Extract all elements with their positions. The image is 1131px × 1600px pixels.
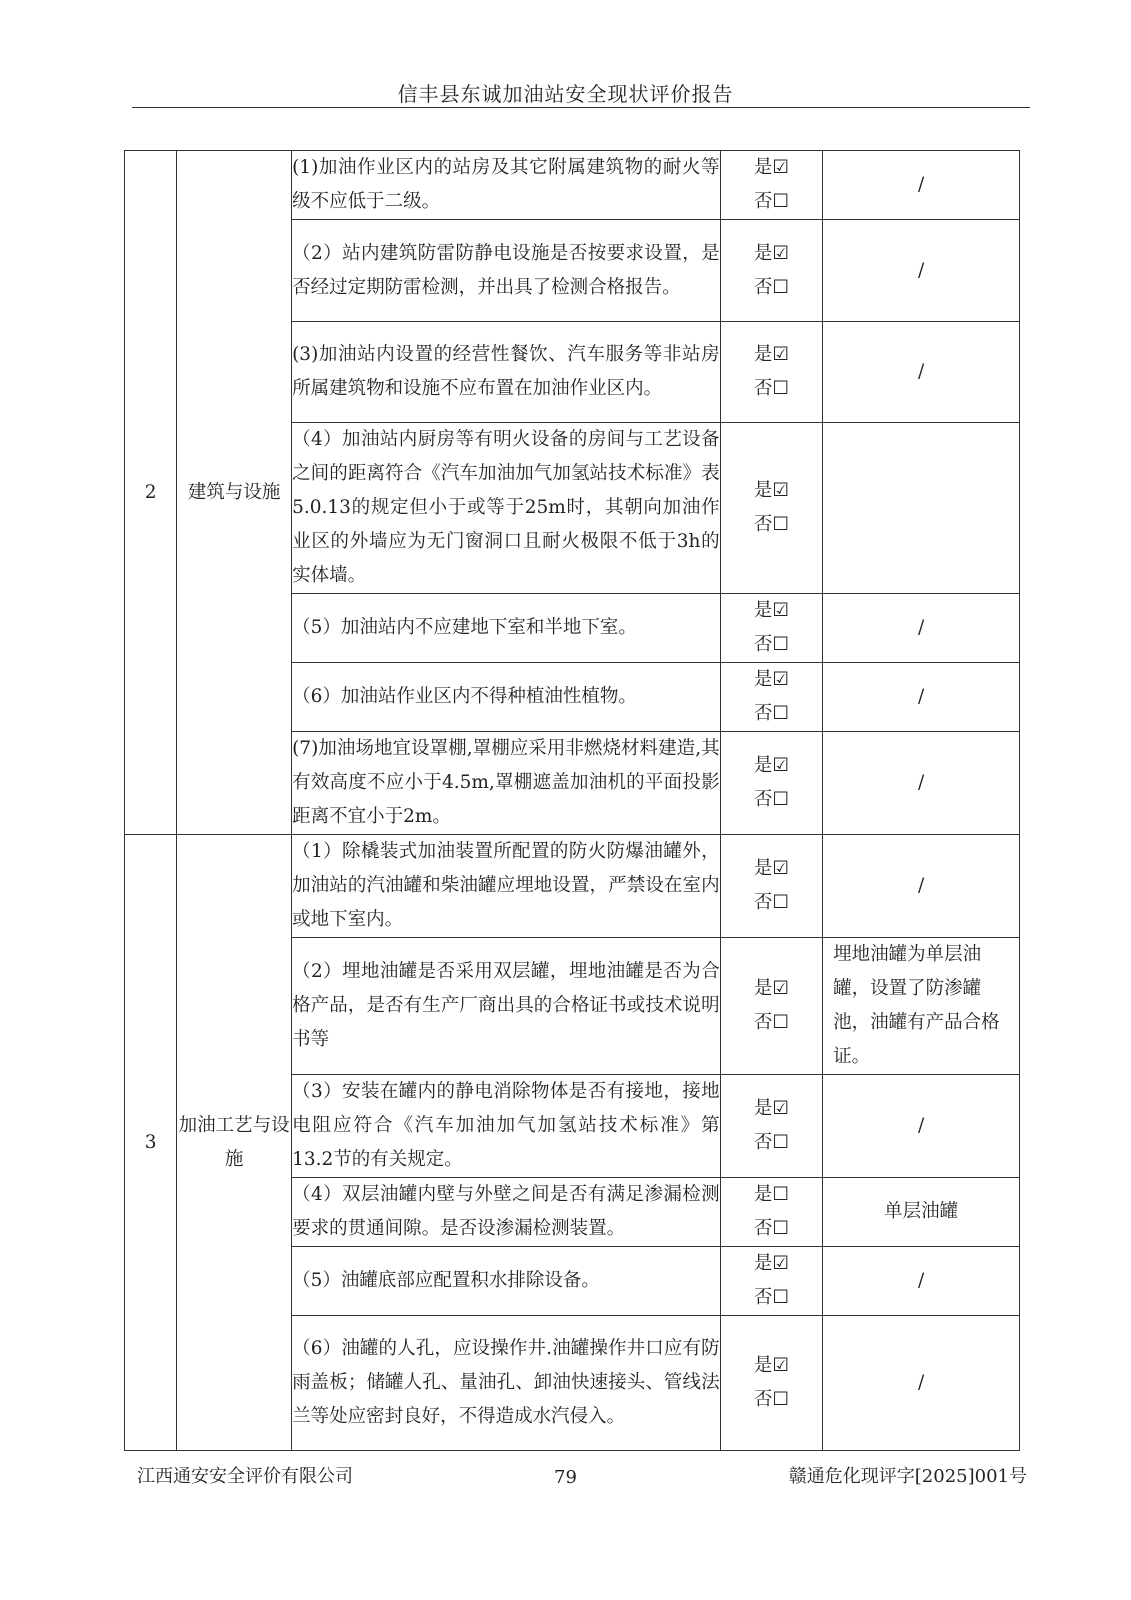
yes-no-checkbox — [720, 1247, 823, 1316]
yes-no-checkbox — [720, 1178, 823, 1247]
requirement-text: (7)加油场地宜设罩棚,罩棚应采用非燃烧材料建造,其有效高度不应小于4.5m,罩棚遮盖加油机的平面投影距离不宜小于2m。 — [292, 732, 721, 835]
requirement-text: （5）加油站内不应建地下室和半地下室。 — [292, 594, 721, 663]
remark: / — [823, 1316, 1020, 1451]
section-category: 加油工艺与设施 — [177, 835, 292, 1451]
no-option: 否☐ — [753, 191, 789, 212]
no-option: 否☐ — [753, 703, 789, 724]
remark: / — [823, 732, 1020, 835]
yes-option: 是☑ — [753, 1355, 789, 1376]
remark: / — [823, 322, 1020, 423]
page-number: 79 — [554, 1467, 577, 1488]
requirement-text: （3）安装在罐内的静电消除物体是否有接地，接地电阻应符合《汽车加油加气加氢站技术标准》第13.2节的有关规定。 — [292, 1075, 721, 1178]
remark: / — [823, 1247, 1020, 1316]
remark: / — [823, 835, 1020, 938]
yes-option: 是☑ — [753, 1253, 789, 1274]
no-option: 否☐ — [753, 1132, 789, 1153]
no-option: 否☐ — [753, 514, 789, 535]
section-category: 建筑与设施 — [177, 151, 292, 835]
no-option: 否☐ — [753, 1012, 789, 1033]
footer-document-number: 赣通危化现评字[2025]001号 — [788, 1466, 1027, 1487]
yes-option: 是☑ — [753, 858, 789, 879]
no-option: 否☐ — [753, 378, 789, 399]
yes-option: 是☑ — [753, 669, 789, 690]
no-option: 否☐ — [753, 892, 789, 913]
yes-no-checkbox — [720, 594, 823, 663]
remark — [823, 423, 1020, 594]
remark: / — [823, 663, 1020, 732]
yes-option: 是☑ — [753, 344, 789, 365]
yes-no-checkbox — [720, 938, 823, 1075]
yes-no-checkbox — [720, 663, 823, 732]
page-header-title: 信丰县东诚加油站安全现状评价报告 — [397, 82, 734, 106]
yes-no-checkbox — [720, 1075, 823, 1178]
no-option: 否☐ — [753, 1218, 789, 1239]
remark: / — [823, 151, 1020, 220]
no-option: 否☐ — [753, 634, 789, 655]
yes-option: 是☑ — [753, 600, 789, 621]
yes-option: 是☐ — [753, 1184, 789, 1205]
no-option: 否☐ — [753, 276, 789, 298]
yes-option: 是☑ — [753, 978, 789, 999]
table-row — [125, 151, 1020, 220]
requirement-text: （2）站内建筑防雷防静电设施是否按要求设置，是否经过定期防雷检测，并出具了检测合格报告。 — [292, 220, 721, 322]
yes-no-checkbox — [720, 151, 823, 220]
requirement-text: （6）加油站作业区内不得种植油性植物。 — [292, 663, 721, 732]
yes-no-checkbox — [720, 423, 823, 594]
requirement-text: （4）双层油罐内壁与外壁之间是否有满足渗漏检测要求的贯通间隙。是否设渗漏检测装置。 — [292, 1178, 721, 1247]
requirement-text: （6）油罐的人孔，应设操作井.油罐操作井口应有防雨盖板；储罐人孔、量油孔、卸油快速接头、管线法兰等处应密封良好，不得造成水汽侵入。 — [292, 1316, 721, 1451]
yes-option: 是☑ — [753, 242, 789, 264]
no-option: 否☐ — [753, 1287, 789, 1308]
remark: / — [823, 594, 1020, 663]
yes-no-checkbox — [720, 220, 823, 322]
yes-no-checkbox — [720, 322, 823, 423]
remark: / — [823, 1075, 1020, 1178]
requirement-text: （5）油罐底部应配置积水排除设备。 — [292, 1247, 721, 1316]
requirement-text: (3)加油站内设置的经营性餐饮、汽车服务等非站房所属建筑物和设施不应布置在加油作业区内。 — [292, 322, 721, 423]
requirement-text: （4）加油站内厨房等有明火设备的房间与工艺设备之间的距离符合《汽车加油加气加氢站技术标准》表5.0.13的规定但小于或等于25m时，其朝向加油作业区的外墙应为无门窗洞口且耐火极限不低于3h的实体墙。 — [292, 423, 721, 594]
footer-company: 江西通安安全评价有限公司 — [137, 1466, 353, 1487]
evaluation-table — [124, 150, 1020, 1451]
yes-no-checkbox — [720, 1316, 823, 1451]
header-divider — [132, 107, 1030, 108]
remark: 埋地油罐为单层油罐，设置了防渗罐池，油罐有产品合格证。 — [823, 938, 1020, 1075]
yes-no-checkbox — [720, 732, 823, 835]
section-number: 3 — [125, 835, 177, 1451]
no-option: 否☐ — [753, 1389, 789, 1410]
remark: / — [823, 220, 1020, 322]
yes-option: 是☑ — [753, 755, 789, 776]
requirement-text: （2）埋地油罐是否采用双层罐，埋地油罐是否为合格产品，是否有生产厂商出具的合格证书或技术说明书等 — [292, 938, 721, 1075]
table-row — [125, 835, 1020, 938]
section-number: 2 — [125, 151, 177, 835]
no-option: 否☐ — [753, 789, 789, 810]
yes-option: 是☑ — [753, 157, 789, 178]
requirement-text: （1）除橇装式加油装置所配置的防火防爆油罐外，加油站的汽油罐和柴油罐应埋地设置，严禁设在室内或地下室内。 — [292, 835, 721, 938]
remark: 单层油罐 — [823, 1178, 1020, 1247]
yes-option: 是☑ — [753, 1098, 789, 1119]
requirement-text: (1)加油作业区内的站房及其它附属建筑物的耐火等级不应低于二级。 — [292, 151, 721, 220]
yes-option: 是☑ — [753, 480, 789, 501]
yes-no-checkbox — [720, 835, 823, 938]
